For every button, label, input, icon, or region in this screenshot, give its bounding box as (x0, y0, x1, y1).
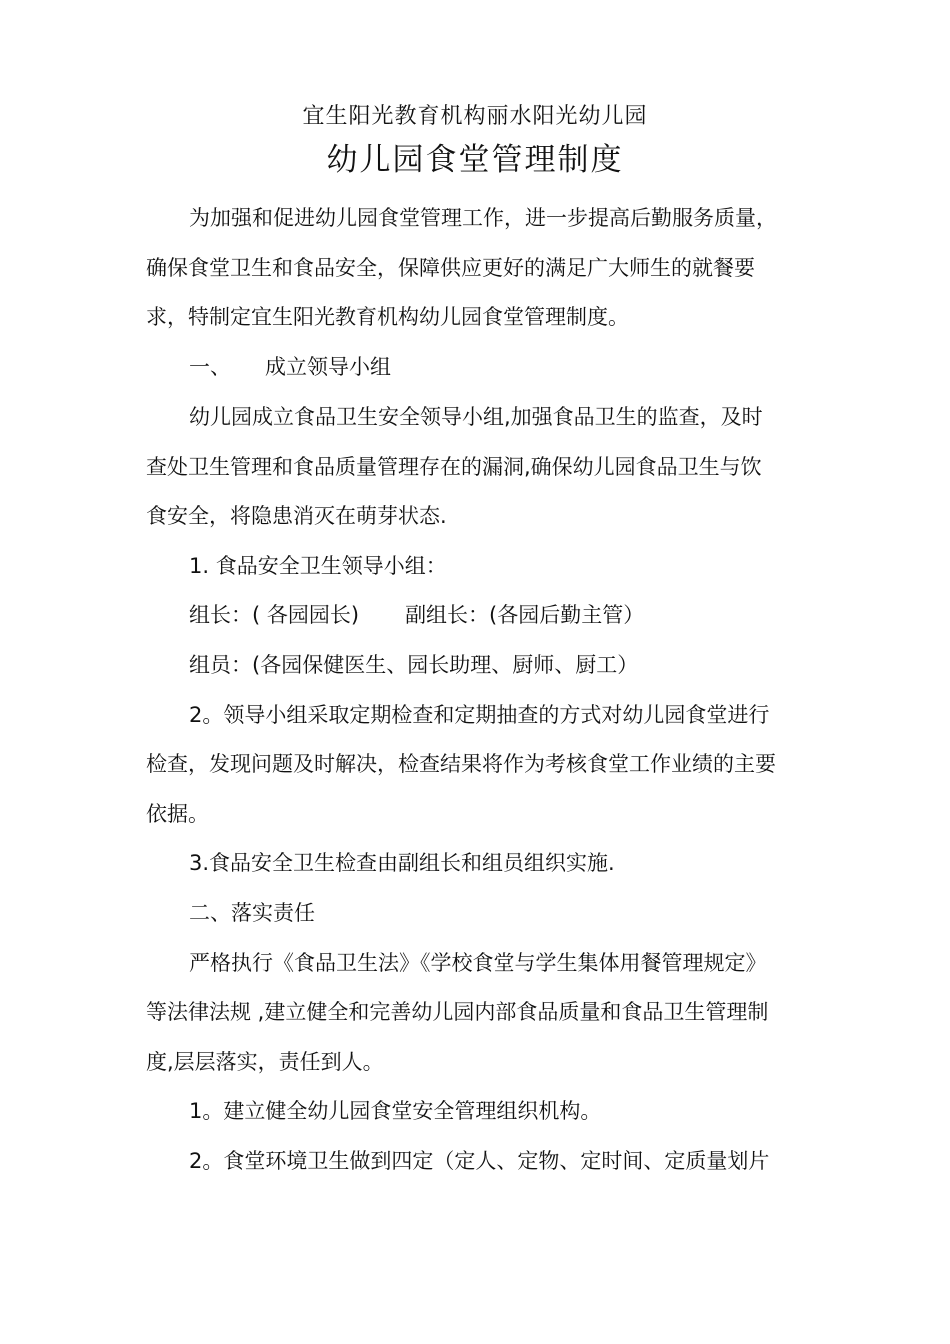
paragraph-line: 检查，发现问题及时解决，检查结果将作为考核食堂工作业绩的主要 (146, 752, 776, 776)
paragraph-line: 为加强和促进幼儿园食堂管理工作，进一步提高后勤服务质量， (189, 206, 777, 230)
section-title: 成立领导小组 (265, 355, 391, 379)
section-number: 一、 (189, 355, 231, 379)
document-subtitle: 宜生阳光教育机构丽水阳光幼儿园 (302, 104, 648, 129)
section-heading-1 (189, 352, 391, 382)
paragraph-line: 食安全，将隐患消灭在萌芽状态. (146, 504, 447, 528)
paragraph-line: 严格执行《食品卫生法》《学校食堂与学生集体用餐管理规定》 (189, 951, 767, 975)
deputy-leader-label: 副组长：(各园后勤主管） (405, 603, 645, 627)
paragraph-line: 依据。 (146, 802, 209, 826)
leader-label: 组长：( 各园园长) (189, 603, 360, 627)
members-line: 组员：(各园保健医生、园长助理、厨师、厨工） (189, 653, 639, 677)
document-title: 幼儿园食堂管理制度 (326, 142, 624, 178)
paragraph-line: 查处卫生管理和食品质量管理存在的漏洞,确保幼儿园食品卫生与饮 (146, 455, 762, 479)
list-item: 1. 食品安全卫生领导小组： (189, 554, 447, 578)
paragraph-line: 求，特制定宜生阳光教育机构幼儿园食堂管理制度。 (146, 305, 629, 329)
leader-line (189, 600, 644, 630)
paragraph-line: 度,层层落实，责任到人。 (146, 1050, 384, 1074)
paragraph-line: 等法律法规 ,建立健全和完善幼儿园内部食品质量和食品卫生管理制 (146, 1000, 769, 1024)
section-heading-2: 二、落实责任 (189, 901, 315, 925)
list-item: 1。建立健全幼儿园食堂安全管理组织机构。 (189, 1099, 602, 1123)
paragraph-line: 确保食堂卫生和食品安全，保障供应更好的满足广大师生的就餐要 (146, 256, 755, 280)
paragraph-line: 2。领导小组采取定期检查和定期抽查的方式对幼儿园食堂进行 (189, 703, 770, 727)
list-item: 3.食品安全卫生检查由副组长和组员组织实施. (189, 851, 615, 875)
list-item: 2。食堂环境卫生做到四定（定人、定物、定时间、定质量划片 (189, 1149, 770, 1173)
paragraph-line: 幼儿园成立食品卫生安全领导小组,加强食品卫生的监查，及时 (189, 405, 763, 429)
